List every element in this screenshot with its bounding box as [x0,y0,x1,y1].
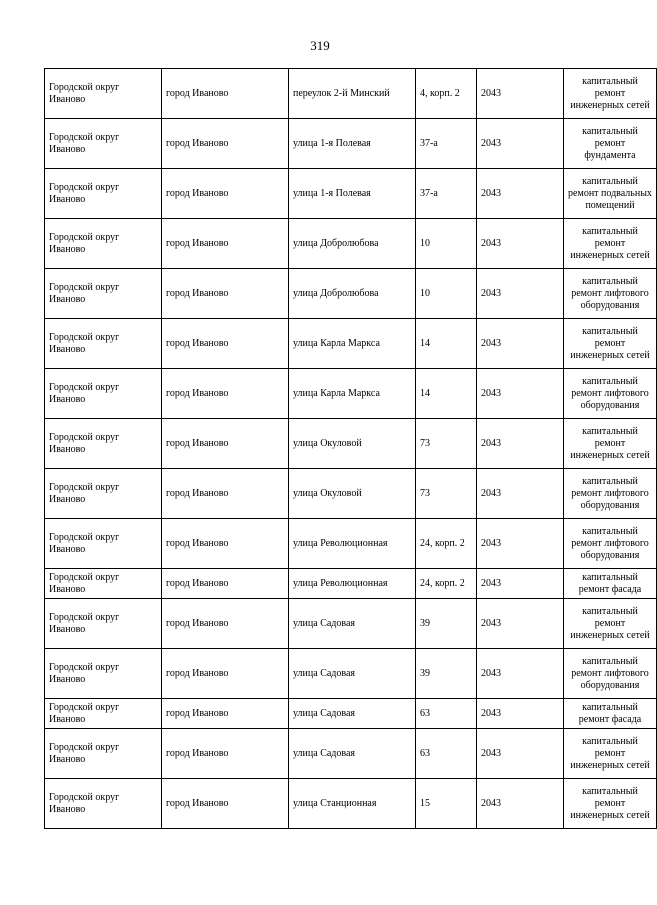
cell-street: улица Садовая [289,729,416,779]
cell-work-type: капитальный ремонт инженерных сетей [564,599,657,649]
cell-city: город Иваново [162,269,289,319]
cell-work-type: капитальный ремонт фундамента [564,119,657,169]
cell-district: Городской округ Иваново [45,569,162,599]
cell-year: 2043 [477,269,564,319]
cell-year: 2043 [477,779,564,829]
cell-street: улица Революционная [289,519,416,569]
cell-work-type: капитальный ремонт фасада [564,699,657,729]
cell-street: улица Садовая [289,599,416,649]
cell-year: 2043 [477,169,564,219]
cell-house: 39 [416,599,477,649]
cell-house: 73 [416,469,477,519]
cell-house: 63 [416,729,477,779]
cell-district: Городской округ Иваново [45,469,162,519]
table-row [45,729,657,779]
cell-work-type: капитальный ремонт лифтового оборудования [564,369,657,419]
cell-district: Городской округ Иваново [45,419,162,469]
cell-district: Городской округ Иваново [45,369,162,419]
cell-district: Городской округ Иваново [45,119,162,169]
cell-city: город Иваново [162,369,289,419]
cell-house: 63 [416,699,477,729]
table-body [45,69,657,829]
table-row [45,269,657,319]
table-row [45,469,657,519]
cell-house: 24, корп. 2 [416,519,477,569]
cell-house: 4, корп. 2 [416,69,477,119]
cell-street: улица Садовая [289,649,416,699]
cell-work-type: капитальный ремонт лифтового оборудования [564,649,657,699]
cell-district: Городской округ Иваново [45,169,162,219]
cell-house: 39 [416,649,477,699]
table-row [45,519,657,569]
cell-district: Городской округ Иваново [45,219,162,269]
cell-work-type: капитальный ремонт инженерных сетей [564,779,657,829]
cell-city: город Иваново [162,569,289,599]
table-row [45,599,657,649]
cell-street: улица Добролюбова [289,269,416,319]
cell-year: 2043 [477,649,564,699]
cell-year: 2043 [477,519,564,569]
table-row [45,119,657,169]
cell-year: 2043 [477,419,564,469]
cell-district: Городской округ Иваново [45,519,162,569]
cell-year: 2043 [477,119,564,169]
cell-work-type: капитальный ремонт подвальных помещений [564,169,657,219]
cell-district: Городской округ Иваново [45,269,162,319]
cell-work-type: капитальный ремонт инженерных сетей [564,729,657,779]
cell-city: город Иваново [162,729,289,779]
cell-work-type: капитальный ремонт лифтового оборудования [564,269,657,319]
cell-district: Городской округ Иваново [45,599,162,649]
cell-street: улица Добролюбова [289,219,416,269]
cell-house: 73 [416,419,477,469]
cell-street: улица 1-я Полевая [289,169,416,219]
cell-street: улица Окуловой [289,469,416,519]
cell-work-type: капитальный ремонт инженерных сетей [564,69,657,119]
table-row [45,219,657,269]
cell-house: 10 [416,269,477,319]
table-row [45,419,657,469]
cell-street: улица Садовая [289,699,416,729]
cell-year: 2043 [477,219,564,269]
cell-city: город Иваново [162,219,289,269]
cell-year: 2043 [477,369,564,419]
cell-house: 24, корп. 2 [416,569,477,599]
table-row [45,649,657,699]
cell-district: Городской округ Иваново [45,649,162,699]
cell-work-type: капитальный ремонт фасада [564,569,657,599]
cell-work-type: капитальный ремонт лифтового оборудования [564,469,657,519]
cell-district: Городской округ Иваново [45,69,162,119]
cell-city: город Иваново [162,699,289,729]
cell-street: улица Станционная [289,779,416,829]
cell-city: город Иваново [162,599,289,649]
table-row [45,369,657,419]
cell-city: город Иваново [162,419,289,469]
cell-house: 10 [416,219,477,269]
cell-year: 2043 [477,69,564,119]
cell-city: город Иваново [162,779,289,829]
cell-street: улица 1-я Полевая [289,119,416,169]
cell-city: город Иваново [162,469,289,519]
page-number: 319 [310,38,330,53]
cell-house: 14 [416,319,477,369]
cell-city: город Иваново [162,119,289,169]
cell-work-type: капитальный ремонт лифтового оборудования [564,519,657,569]
cell-work-type: капитальный ремонт инженерных сетей [564,419,657,469]
cell-year: 2043 [477,319,564,369]
cell-year: 2043 [477,599,564,649]
cell-city: город Иваново [162,319,289,369]
cell-street: улица Окуловой [289,419,416,469]
cell-house: 37-а [416,119,477,169]
cell-district: Городской округ Иваново [45,699,162,729]
cell-street: улица Карла Маркса [289,369,416,419]
cell-house: 37-а [416,169,477,219]
works-table [44,68,657,829]
cell-street: улица Карла Маркса [289,319,416,369]
cell-year: 2043 [477,469,564,519]
table-row [45,699,657,729]
table-row [45,569,657,599]
cell-street: переулок 2-й Минский [289,69,416,119]
table-row [45,169,657,219]
cell-district: Городской округ Иваново [45,779,162,829]
cell-house: 14 [416,369,477,419]
cell-district: Городской округ Иваново [45,319,162,369]
table-row [45,319,657,369]
cell-district: Городской округ Иваново [45,729,162,779]
cell-work-type: капитальный ремонт инженерных сетей [564,219,657,269]
cell-year: 2043 [477,569,564,599]
cell-city: город Иваново [162,649,289,699]
table-row [45,779,657,829]
cell-city: город Иваново [162,519,289,569]
cell-work-type: капитальный ремонт инженерных сетей [564,319,657,369]
cell-house: 15 [416,779,477,829]
cell-year: 2043 [477,729,564,779]
cell-city: город Иваново [162,69,289,119]
table-row [45,69,657,119]
cell-city: город Иваново [162,169,289,219]
cell-street: улица Революционная [289,569,416,599]
cell-year: 2043 [477,699,564,729]
